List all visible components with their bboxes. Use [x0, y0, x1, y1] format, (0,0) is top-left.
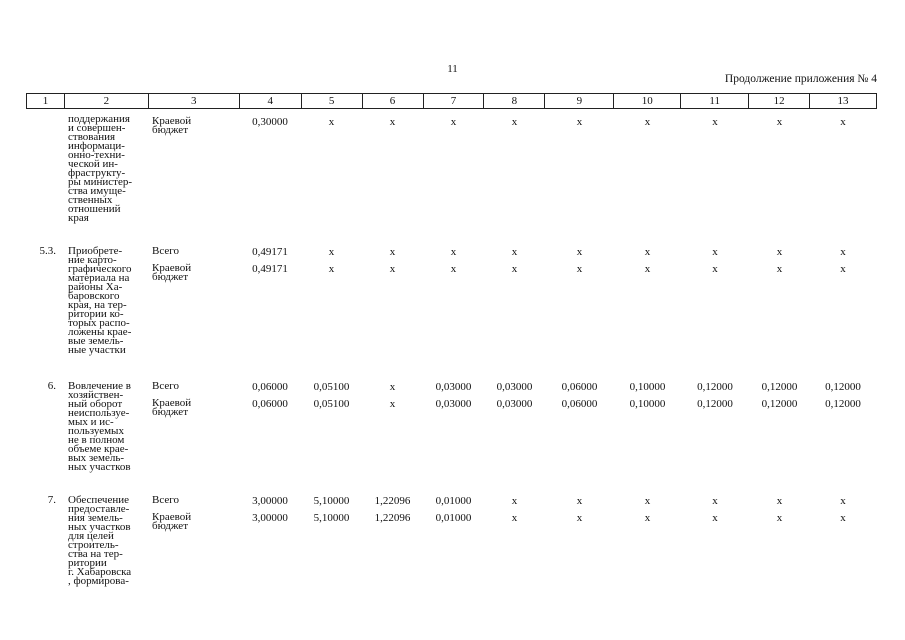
- value-cell: х: [450, 246, 457, 258]
- value-cell: х: [328, 116, 335, 128]
- value-cell: 3,00000: [252, 512, 288, 524]
- description-line: вых земель-: [68, 452, 125, 464]
- description-line: ствования: [68, 131, 116, 143]
- funding-source-line: бюджет: [152, 124, 188, 136]
- description-line: ства имуще-: [68, 185, 126, 197]
- description-line: ры министер-: [68, 176, 132, 188]
- description-line: баровского: [68, 290, 120, 302]
- header-col-1: 1: [27, 94, 65, 108]
- value-cell: х: [511, 263, 518, 275]
- header-col-7: 7: [424, 94, 485, 108]
- header-col-5: 5: [302, 94, 363, 108]
- row-number: 6.: [47, 380, 56, 392]
- description-line: торых распо-: [68, 317, 130, 329]
- value-cell: 5,10000: [313, 495, 350, 507]
- value-cell: х: [576, 246, 583, 258]
- value-cell: 0,01000: [435, 495, 472, 507]
- value-cell: 0,12000: [761, 381, 798, 393]
- value-cell: х: [840, 512, 846, 524]
- description-line: ных участков: [68, 461, 131, 473]
- value-cell: х: [389, 246, 396, 258]
- description-line: и совершен-: [68, 122, 126, 134]
- description-line: вые земель-: [68, 335, 124, 347]
- description-line: фраструкту-: [68, 167, 126, 179]
- header-col-2: 2: [65, 94, 149, 108]
- funding-source-line: Всего: [152, 245, 179, 257]
- row-description: [68, 496, 131, 586]
- description-line: ритории ко-: [68, 308, 124, 320]
- value-cell: 0,06000: [252, 398, 288, 410]
- value-cell: 0,06000: [561, 398, 598, 410]
- value-cell: х: [511, 246, 518, 258]
- description-line: ческой ин-: [68, 158, 118, 170]
- header-col-10: 10: [614, 94, 681, 108]
- value-cell: 0,12000: [697, 398, 733, 410]
- description-line: строитель-: [68, 539, 119, 551]
- value-cell: х: [328, 246, 335, 258]
- description-line: предоставле-: [68, 503, 130, 515]
- description-line: ственных: [68, 194, 113, 206]
- value-cell: х: [389, 116, 396, 128]
- value-cell: х: [712, 495, 718, 507]
- header-col-13: 13: [837, 95, 849, 107]
- value-cell: х: [776, 263, 783, 275]
- value-cell: х: [576, 116, 583, 128]
- value-cell: 0,03000: [435, 381, 472, 393]
- value-cell: 0,03000: [435, 398, 472, 410]
- description-line: неиспользуе-: [68, 407, 130, 419]
- description-line: поддержания: [68, 113, 130, 125]
- funding-source-line: бюджет: [152, 406, 188, 418]
- value-cell: х: [776, 116, 783, 128]
- description-line: ния земель-: [68, 512, 123, 524]
- description-line: пользуемых: [68, 425, 124, 437]
- funding-source-line: Краевой: [152, 262, 192, 274]
- header-col-6: 6: [363, 94, 424, 108]
- value-cell: 0,06000: [561, 381, 598, 393]
- value-cell: х: [511, 495, 518, 507]
- value-cell: х: [776, 495, 783, 507]
- value-cell: х: [712, 263, 718, 275]
- description-line: ные участки: [68, 344, 126, 356]
- funding-source-line: бюджет: [152, 520, 188, 532]
- row-description: [68, 382, 131, 472]
- description-line: ных участков: [68, 521, 131, 533]
- description-line: ложены крае-: [68, 326, 132, 338]
- row-description: [68, 247, 132, 355]
- value-cell: 0,03000: [496, 398, 533, 410]
- value-cell: х: [576, 263, 583, 275]
- value-cell: х: [712, 246, 718, 258]
- header-col-9: 9: [545, 94, 614, 108]
- header-col-12: 12: [749, 94, 810, 108]
- description-line: ритории: [68, 557, 107, 569]
- value-cell: х: [644, 116, 651, 128]
- description-line: районы Ха-: [68, 281, 123, 293]
- funding-source-line: Краевой: [152, 115, 192, 127]
- value-cell: х: [450, 263, 457, 275]
- header-col-3: 3: [149, 94, 240, 108]
- header-col-8: 8: [484, 94, 545, 108]
- value-cell: х: [644, 246, 651, 258]
- description-line: информаци-: [68, 140, 125, 152]
- value-cell: 0,49171: [252, 263, 288, 275]
- value-cell: х: [712, 116, 718, 128]
- description-line: хозяйствен-: [68, 389, 124, 401]
- continuation-label: Продолжение приложения № 4: [724, 73, 877, 85]
- row-number: 5.3.: [39, 245, 56, 257]
- value-cell: х: [840, 495, 846, 507]
- description-line: объеме крае-: [68, 443, 129, 455]
- value-cell: 0,06000: [252, 381, 288, 393]
- description-line: ный оборот: [68, 398, 123, 410]
- value-cell: х: [840, 116, 846, 128]
- value-cell: х: [576, 512, 583, 524]
- description-line: г. Хабаровска: [68, 566, 132, 578]
- value-cell: х: [840, 246, 846, 258]
- value-cell: 0,10000: [629, 398, 666, 410]
- value-cell: х: [389, 263, 396, 275]
- value-cell: 0,01000: [435, 512, 472, 524]
- value-cell: х: [576, 495, 583, 507]
- value-cell: х: [776, 512, 783, 524]
- value-cell: х: [840, 263, 846, 275]
- description-line: Обеспечение: [68, 494, 129, 506]
- value-cell: 0,12000: [761, 398, 798, 410]
- value-cell: х: [712, 512, 718, 524]
- value-cell: х: [450, 116, 457, 128]
- value-cell: 1,22096: [374, 495, 411, 507]
- description-line: ства на тер-: [68, 548, 123, 560]
- value-cell: 1,22096: [374, 512, 411, 524]
- value-cell: 5,10000: [313, 512, 350, 524]
- description-line: края, на тер-: [68, 299, 127, 311]
- value-cell: 0,05100: [313, 381, 350, 393]
- description-line: края: [68, 212, 89, 224]
- row-description: [68, 115, 132, 223]
- value-cell: 0,12000: [825, 381, 861, 393]
- header-col-11: 11: [681, 94, 749, 108]
- value-cell: х: [511, 512, 518, 524]
- description-line: графического: [68, 263, 132, 275]
- description-line: , формирова-: [68, 575, 129, 587]
- description-line: онно-техни-: [68, 149, 125, 161]
- description-line: ние карто-: [68, 254, 117, 266]
- description-line: для целей: [68, 530, 114, 542]
- value-cell: х: [644, 512, 651, 524]
- value-cell: х: [644, 263, 651, 275]
- value-cell: 0,05100: [313, 398, 350, 410]
- value-cell: 0,12000: [825, 398, 861, 410]
- value-cell: 3,00000: [252, 495, 288, 507]
- value-cell: х: [389, 398, 396, 410]
- description-line: не в полном: [68, 434, 125, 446]
- value-cell: х: [511, 116, 518, 128]
- header-col-4: 4: [240, 94, 302, 108]
- funding-source-line: бюджет: [152, 271, 188, 283]
- value-cell: 0,03000: [496, 381, 533, 393]
- funding-source-line: Краевой: [152, 397, 192, 409]
- value-cell: 0,10000: [629, 381, 666, 393]
- funding-source-line: Краевой: [152, 511, 192, 523]
- value-cell: х: [644, 495, 651, 507]
- page-number: 11: [447, 63, 458, 75]
- description-line: отношений: [68, 203, 121, 215]
- value-cell: 0,49171: [252, 246, 288, 258]
- description-line: мых и ис-: [68, 416, 114, 428]
- funding-source-line: Всего: [152, 380, 179, 392]
- funding-source-line: Всего: [152, 494, 179, 506]
- description-line: Вовлечение в: [68, 380, 131, 392]
- row-number: 7.: [47, 494, 56, 506]
- description-line: материала на: [68, 272, 130, 284]
- value-cell: х: [389, 381, 396, 393]
- value-cell: 0,30000: [252, 116, 288, 128]
- value-cell: х: [776, 246, 783, 258]
- value-cell: 0,12000: [697, 381, 733, 393]
- table-header: [26, 93, 877, 109]
- value-cell: х: [328, 263, 335, 275]
- description-line: Приобрете-: [68, 245, 123, 257]
